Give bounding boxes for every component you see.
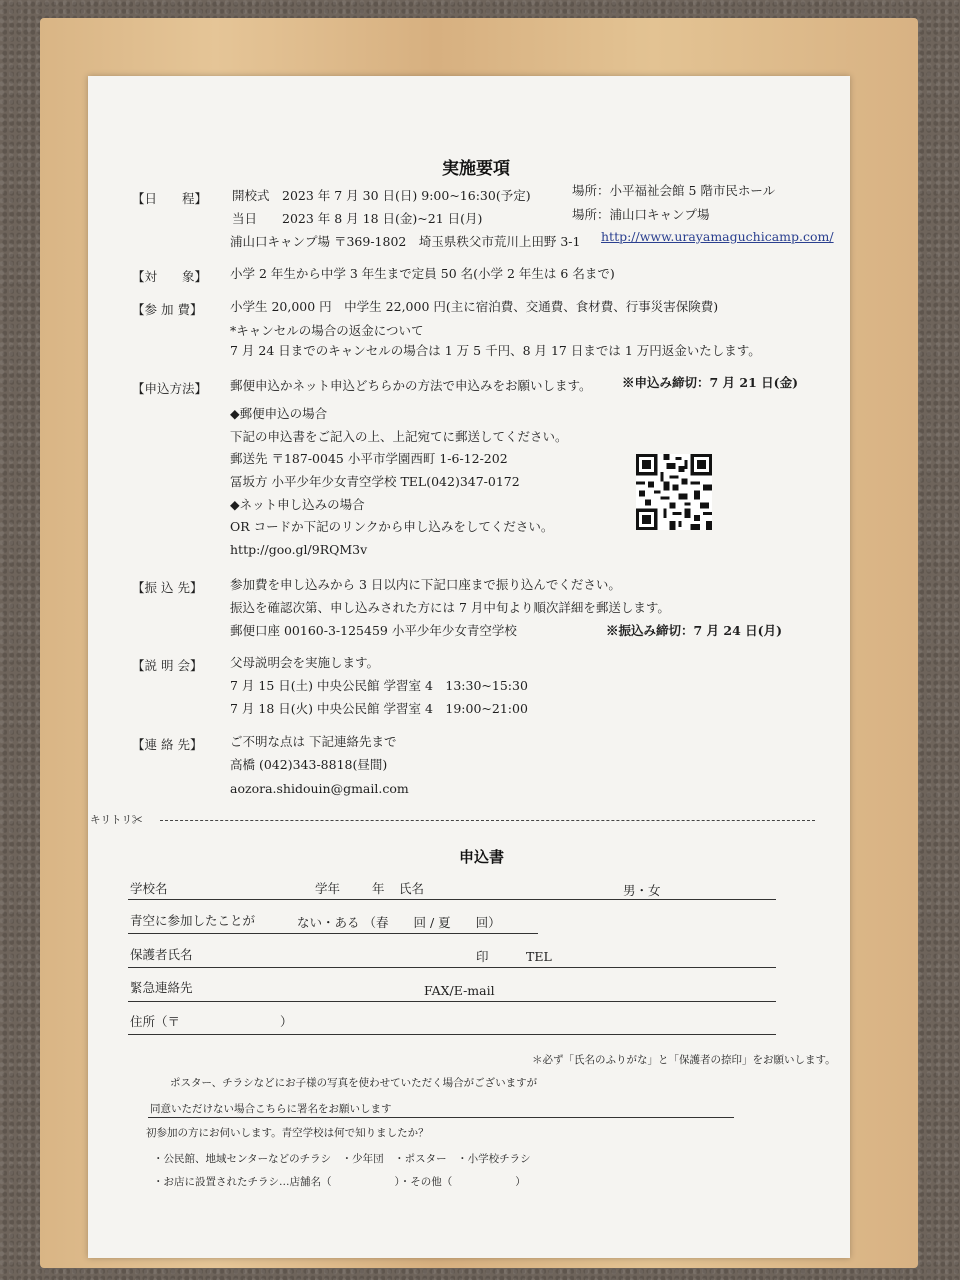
signature-line[interactable]	[148, 1117, 734, 1118]
grade-label: 学年	[315, 881, 341, 896]
target-label: 【対 象】	[132, 269, 208, 284]
fee-line-3: 7 月 24 日までのキャンセルの場合は 1 万 5 千円、8 月 17 日までは 1 万円返金いたします。	[230, 343, 761, 358]
address-label: 住所（〒 ）	[130, 1014, 293, 1029]
transfer-deadline: ※振込み締切：7 月 24 日(月)	[606, 623, 782, 638]
schedule-day: 当日 2023 年 8 月 18 日(金)~21 日(月)	[232, 211, 483, 226]
net-url[interactable]: http://goo.gl/9RQM3v	[230, 542, 368, 557]
cut-line	[160, 820, 815, 821]
survey-options-2[interactable]: ・お店に設置されたチラシ…店舗名（ ）・その他（ ）	[153, 1176, 526, 1188]
briefing-line-2: 7 月 15 日(土) 中央公民館 学習室 4 13:30~15:30	[230, 678, 528, 693]
mail-line-3: 冨坂方 小平少年少女青空学校 TEL(042)347-0172	[230, 474, 520, 489]
fax-label: FAX/E-mail	[424, 983, 495, 998]
transfer-label: 【振 込 先】	[132, 580, 203, 595]
qr-code[interactable]	[636, 454, 712, 530]
guardian-label: 保護者氏名	[130, 947, 193, 962]
transfer-line-1: 参加費を申し込みから 3 日以内に下記口座まで振り込んでください。	[230, 577, 621, 592]
transfer-line-3: 郵便口座 00160-3-125459 小平少年少女青空学校	[230, 623, 517, 638]
emergency-line[interactable]	[128, 1001, 776, 1002]
seal-label: 印	[476, 949, 489, 964]
net-line-1: OR コードか下記のリンクから申し込みをしてください。	[230, 519, 554, 534]
schedule-ceremony-place: 場所：小平福祉会館 5 階市民ホール	[572, 183, 776, 198]
photo-line-1: ポスター、チラシなどにお子様の写真を使わせていただく場合がございますが	[170, 1077, 538, 1089]
schedule-ceremony: 開校式 2023 年 7 月 30 日(日) 9:00~16:30(予定)	[232, 188, 531, 203]
joined-label: 青空に参加したことが	[130, 913, 256, 928]
briefing-line-3: 7 月 18 日(火) 中央公民館 学習室 4 19:00~21:00	[230, 701, 528, 716]
guardian-line[interactable]	[128, 967, 776, 968]
emergency-label: 緊急連絡先	[130, 980, 193, 995]
fee-label: 【参 加 費】	[132, 302, 203, 317]
schedule-day-place: 場所：浦山口キャンプ場	[572, 207, 710, 222]
tel-label: TEL	[526, 949, 552, 964]
mail-line-2: 郵送先 〒187-0045 小平市学園西町 1-6-12-202	[230, 451, 508, 466]
fee-line-1: 小学生 20,000 円 中学生 22,000 円(主に宿泊費、交通費、食材費、行事災害保険費)	[230, 299, 719, 314]
name-label: 氏名	[399, 881, 425, 896]
apply-line-1: 郵便申込かネット申込どちらかの方法で申込みをお願いします。	[230, 378, 592, 393]
school-name-line[interactable]	[128, 899, 776, 900]
address-line[interactable]	[128, 1034, 776, 1035]
apply-label: 【申込方法】	[132, 381, 208, 396]
contact-line-1: ご不明な点は 下記連絡先まで	[230, 734, 397, 749]
mail-heading: ◆郵便申込の場合	[230, 406, 328, 421]
gender-label: 男・女	[623, 883, 661, 898]
contact-email: aozora.shidouin@gmail.com	[230, 781, 409, 796]
page-title: 実施要項	[442, 159, 510, 179]
net-heading: ◆ネット申し込みの場合	[230, 497, 365, 512]
apply-deadline: ※申込み締切：7 月 21 日(金)	[622, 375, 798, 390]
survey-options-1[interactable]: ・公民館、地域センターなどのチラシ ・少年団 ・ポスター ・小学校チラシ	[153, 1153, 531, 1165]
form-title: 申込書	[459, 848, 505, 866]
joined-options[interactable]: ない・ある （春 回 / 夏 回）	[297, 915, 501, 930]
briefing-line-1: 父母説明会を実施します。	[230, 655, 380, 670]
contact-line-2: 高橋 (042)343-8818(昼間)	[230, 757, 388, 772]
photo-line-2: 同意いただけない場合こちらに署名をお願いします	[150, 1103, 392, 1115]
year-label: 年	[372, 881, 385, 896]
transfer-line-2: 振込を確認次第、申し込みされた方には 7 月中旬より順次詳細を郵送します。	[230, 600, 670, 615]
contact-label: 【連 絡 先】	[132, 737, 203, 752]
mail-line-1: 下記の申込書をご記入の上、上記宛てに郵送してください。	[230, 429, 568, 444]
joined-line	[128, 933, 538, 934]
cut-line-label: キリトリ✂	[90, 814, 143, 826]
schedule-address: 浦山口キャンプ場 〒369-1802 埼玉県秩父市荒川上田野 3-1	[230, 234, 581, 249]
fee-line-2: *キャンセルの場合の返金について	[230, 323, 424, 338]
schedule-label: 【日 程】	[132, 191, 208, 206]
briefing-label: 【説 明 会】	[132, 658, 203, 673]
form-note: ＊必ず「氏名のふりがな」と「保護者の捺印」をお願いします。	[532, 1054, 836, 1066]
target-text: 小学 2 年生から中学 3 年生まで定員 50 名(小学 2 年生は 6 名まで)	[230, 266, 615, 281]
school-label: 学校名	[130, 881, 168, 896]
survey-question: 初参加の方にお伺いします。青空学校は何で知りましたか？	[146, 1127, 429, 1139]
camp-link[interactable]: http://www.urayamaguchicamp.com/	[601, 229, 834, 244]
